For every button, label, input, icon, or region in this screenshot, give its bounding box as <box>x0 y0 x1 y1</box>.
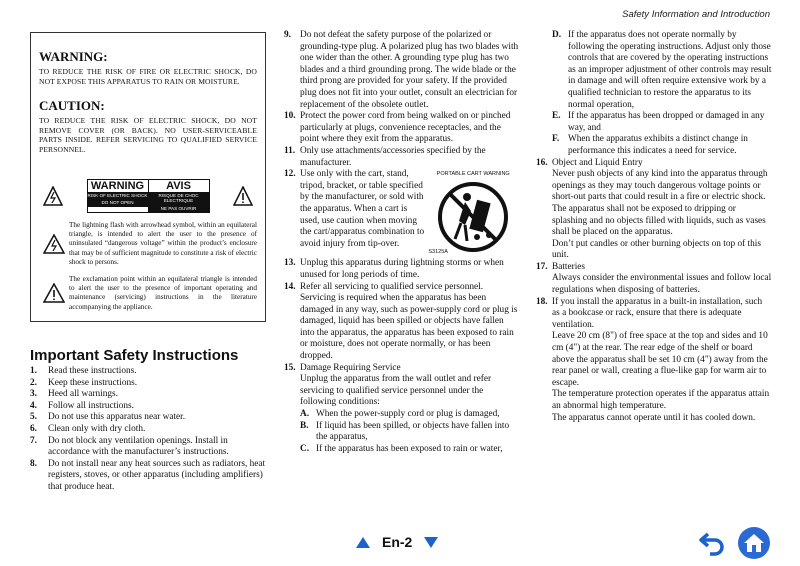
item-text: Batteries <box>552 261 586 272</box>
sub-item-text: When the power-supply cord or plug is damaged, <box>316 409 500 420</box>
home-button[interactable] <box>738 527 770 559</box>
item-paragraph: The apparatus shall not be exposed to dripping or splashing and no objects filled with liquids, such as vases shall be placed on the apparatus. <box>552 203 766 238</box>
list-item <box>30 424 266 436</box>
item-text: Unplug this apparatus during lightning storms or when unused for long periods of time. <box>300 258 504 280</box>
item-text: Do not use this apparatus near water. <box>48 412 186 423</box>
item-number: 3. <box>30 389 37 400</box>
item-text: Read these instructions. <box>48 366 137 376</box>
instructions-list-15-18 <box>536 30 772 424</box>
item-text: Keep these instructions. <box>48 377 138 388</box>
item-number: 7. <box>30 435 37 446</box>
item-number: 13. <box>284 258 296 269</box>
item-number: 18. <box>536 296 548 307</box>
item-text: Use only with the cart, stand, tripod, bracket, or table specified by the manufacturer, or sold with the apparatus. When a cart is used, use caution when moving the cart/apparatus combination to avoid injury from tip-over. <box>300 169 425 249</box>
item-paragraph: Always consider the environmental issues and follow local regulations when disposing of batteries. <box>552 273 772 296</box>
exclamation-triangle-icon <box>43 283 65 303</box>
warning-heading: WARNING: <box>39 49 108 64</box>
item-text: Object and Liquid Entry <box>552 157 643 168</box>
item-text: Heed all warnings. <box>48 389 118 400</box>
item-text: Do not defeat the safety purpose of the polarized or grounding-type plug. A polarized plug has two blades with one wider than the other. A grounding type plug has two blades and a third grounding prong. The wide blade or the third prong are provided for your safety. If the provided plug does not fit into your outlet, consult an electrician for replacement of the obsolete outlet. <box>300 30 519 110</box>
sub-item <box>300 409 520 421</box>
list-item <box>284 146 520 169</box>
label-avis-title: AVIS <box>166 179 191 192</box>
sub-item-letter: F. <box>552 134 560 145</box>
shock-warning-label <box>87 179 210 214</box>
label-warning-line1: RISK OF ELECTRIC SHOCK <box>87 192 148 198</box>
exclamation-explanation <box>39 275 257 312</box>
shock-label-row <box>39 179 257 214</box>
item-number: 9. <box>284 30 291 40</box>
sub-item-letter: A. <box>300 409 310 420</box>
item-paragraph: The temperature protection operates if the apparatus attain an abnormal high temperature. <box>552 389 770 411</box>
item-number: 2. <box>30 377 37 388</box>
page-number: En-2 <box>382 534 413 550</box>
list-item <box>536 297 772 332</box>
label-avis-line2: NE PAS OUVRIR <box>149 205 209 213</box>
page-title: Important Safety Instructions <box>30 347 239 364</box>
cart-caption: PORTABLE CART WARNING <box>436 171 510 178</box>
previous-page-button[interactable] <box>356 537 370 548</box>
label-warning-title: WARNING <box>90 179 145 192</box>
list-item <box>284 111 520 146</box>
list-item <box>536 262 772 274</box>
list-item <box>30 366 266 378</box>
list-item <box>284 169 520 258</box>
item-paragraph: Don’t put candles or other burning objects on top of this unit. <box>552 238 761 261</box>
home-icon <box>743 533 765 553</box>
item-number: 15. <box>284 362 296 373</box>
sub-item-text: If the apparatus has been dropped or damaged in any way, and <box>568 111 765 133</box>
lightning-explanation <box>39 221 257 267</box>
item-number: 16. <box>536 157 548 168</box>
item-number: 1. <box>30 366 37 376</box>
caution-text: TO REDUCE THE RISK OF ELECTRIC SHOCK, DO NOT REMOVE COVER (OR BACK). NO USER-SERVICEABLE PARTS INSIDE. REFER SERVICING TO QUALIFIED SERVICE PERSONNEL. <box>39 116 257 154</box>
list-item <box>536 158 772 170</box>
section-title: Safety Information and Introduction <box>622 9 770 20</box>
instructions-list-1-8 <box>30 366 266 494</box>
sub-item-text: If the apparatus has been exposed to rain or water, <box>316 443 503 454</box>
next-page-button[interactable] <box>424 537 438 548</box>
page-navigation <box>356 534 438 550</box>
list-item <box>30 436 266 459</box>
item-text: Clean only with dry cloth. <box>48 423 146 434</box>
exclamation-text: The exclamation point within an equilateral triangle is intended to alert the user to the presence of important operating and maintenance (servicing) instructions in the literature accompanying the appliance. <box>69 275 257 311</box>
item-number: 17. <box>536 261 548 272</box>
warning-text: TO REDUCE THE RISK OF FIRE OR ELECTRIC SHOCK, DO NOT EXPOSE THIS APPARATUS TO RAIN OR MOISTURE. <box>39 67 257 86</box>
lightning-text: The lightning flash with arrowhead symbol, within an equilateral triangle, is intended to alert the user to the presence of uninsulated “dangerous voltage” within the product’s enclosure that may be of sufficient magnitude to constitute a risk of electric shock to persons. <box>69 221 257 266</box>
instructions-list-9-15 <box>284 30 520 455</box>
lightning-triangle-icon <box>43 234 65 254</box>
item-number: 11. <box>284 145 296 156</box>
list-item <box>284 30 520 111</box>
return-arrow-icon <box>698 530 726 556</box>
sub-item-text: If the apparatus does not operate normally by following the operating instructions. Adjust only those controls that are covered by the operating instructions as an improper adjustment of other controls may result in damage and will often require extensive work by a qualified technician to restore the apparatus to its normal operation, <box>568 30 772 110</box>
exclamation-triangle-icon <box>233 186 253 206</box>
lightning-triangle-icon <box>43 186 63 206</box>
item-number: 10. <box>284 111 296 122</box>
item-number: 8. <box>30 458 37 469</box>
back-button[interactable] <box>698 530 726 561</box>
list-item <box>30 378 266 390</box>
sub-item-text: If liquid has been spilled, or objects have fallen into the apparatus, <box>316 420 510 443</box>
list-item <box>30 389 266 401</box>
item-paragraph: Leave 20 cm (8") of free space at the top and sides and 10 cm (4") at the rear. The rear edge of the shelf or board above the apparatus shall be set 10 cm (4") away from the rear panel or wall, creating a flue-like gap for warm air to escape. <box>552 331 768 388</box>
sub-item <box>552 111 772 134</box>
item-description: Unplug the apparatus from the wall outlet and refer servicing to qualified service personnel under the following conditions: <box>300 374 492 408</box>
item-number: 14. <box>284 281 296 292</box>
list-item <box>284 282 520 363</box>
warning-box <box>30 32 266 322</box>
cart-tipover-icon <box>437 181 509 253</box>
cart-code: S3125A <box>428 248 448 255</box>
sub-item <box>552 30 772 111</box>
item-paragraph: Never push objects of any kind into the apparatus through openings as they may touch dangerous voltage points or short-out parts that could result in a fire or electric shock. <box>552 169 768 203</box>
portable-cart-figure <box>426 169 520 258</box>
sub-item-letter: B. <box>300 420 309 431</box>
sub-item <box>300 421 520 444</box>
sub-item <box>300 444 520 456</box>
sub-item-letter: C. <box>300 443 310 454</box>
sub-item-letter: E. <box>552 111 561 122</box>
sub-item <box>552 134 772 157</box>
item-text: Follow all instructions. <box>48 400 134 411</box>
sub-item-letter: D. <box>552 30 562 40</box>
item-text: If you install the apparatus in a built-in installation, such as a bookcase or rack, ensure that there is adequate ventilation. <box>552 296 763 330</box>
label-warning-line2: DO NOT OPEN <box>88 199 148 207</box>
item-number: 12. <box>284 169 296 180</box>
item-text: Protect the power cord from being walked on or pinched particularly at plugs, convenience receptacles, and the point where they exit from the apparatus. <box>300 111 511 145</box>
item-number: 4. <box>30 400 37 411</box>
item-text: Damage Requiring Service <box>300 362 401 373</box>
sub-item-text: When the apparatus exhibits a distinct change in performance this indicates a need for service. <box>568 134 748 156</box>
caution-heading: CAUTION: <box>39 98 105 114</box>
item-text: Only use attachments/accessories specified by the manufacturer. <box>300 145 486 168</box>
list-item <box>284 258 520 281</box>
item-text: Refer all servicing to qualified service personnel. Servicing is required when the apparatus has been damaged in any way, such as power-supply cord or plug is damaged, liquid has been spilled or objects have fallen into the apparatus, the apparatus has been exposed to rain or moisture, does not operate normally, or has been dropped. <box>300 281 518 362</box>
item-text: Do not install near any heat sources such as radiators, heat registers, stoves, or other apparatus (including amplifiers) that produce heat. <box>48 458 266 492</box>
list-item <box>284 363 520 375</box>
item-number: 5. <box>30 412 37 423</box>
item-paragraph: The apparatus cannot operate until it has cooled down. <box>552 412 756 423</box>
list-item <box>30 412 266 424</box>
list-item <box>30 401 266 413</box>
item-number: 6. <box>30 423 37 434</box>
list-item <box>30 459 266 494</box>
label-avis-line1: RISQUE DE CHOC ELECTRIQUE <box>149 192 209 205</box>
item-text: Do not block any ventilation openings. Install in accordance with the manufacturer’s instructions. <box>48 435 229 458</box>
